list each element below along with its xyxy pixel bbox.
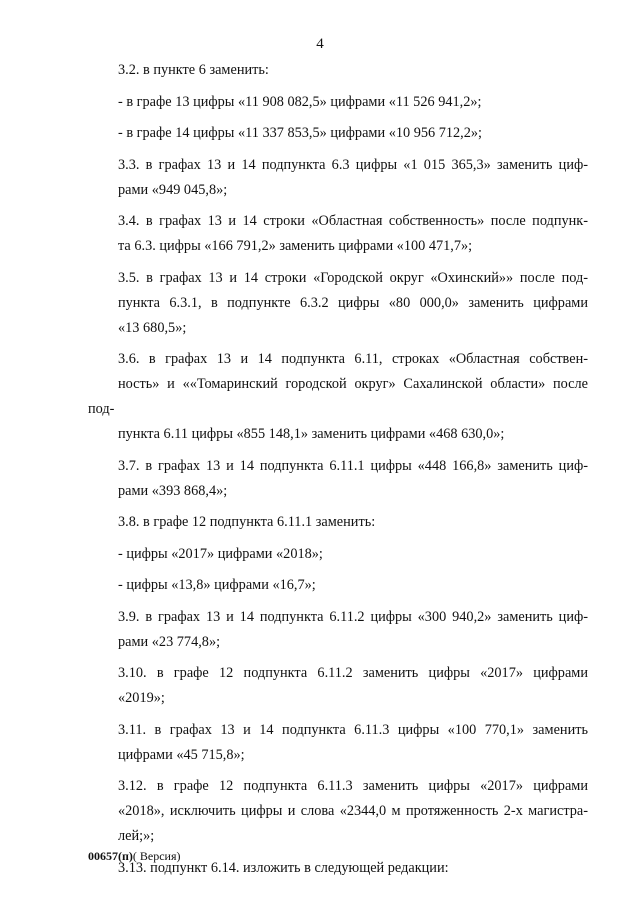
paragraph — [88, 661, 588, 711]
paragraph — [88, 347, 588, 447]
paragraph-line: - в графе 13 цифры «11 908 082,5» цифрами «11 526 941,2»; — [118, 93, 482, 110]
paragraph — [88, 90, 588, 115]
paragraph-line: - цифры «13,8» цифрами «16,7»; — [118, 577, 316, 593]
paragraph-line: пункта 6.3.1, в подпункте 6.3.2 цифры «80 000,0» заменить цифрами — [118, 294, 588, 311]
paragraph-line: 3.9. в графах 13 и 14 подпункта 6.11.2 цифры «300 940,2» заменить циф- — [118, 608, 588, 625]
paragraph — [88, 774, 588, 849]
paragraph — [88, 454, 588, 504]
document-body — [88, 58, 588, 887]
paragraph — [88, 153, 588, 203]
paragraph-line: 3.12. в графе 12 подпункта 6.11.3 заменить цифры «2017» цифрами — [118, 778, 588, 794]
paragraph-line: 3.11. в графах 13 и 14 подпункта 6.11.3 цифры «100 770,1» заменить — [118, 721, 588, 738]
paragraph-line: 3.8. в графе 12 подпункта 6.11.1 заменить: — [118, 514, 376, 530]
paragraph-line: ность» и ««Томаринский городской округ» Сахалинской области» после под- — [88, 376, 588, 417]
paragraph-line: лей;»; — [118, 828, 155, 844]
paragraph-line: рами «393 868,4»; — [118, 482, 228, 499]
paragraph-line: 3.6. в графах 13 и 14 подпункта 6.11, строках «Областная собствен- — [118, 351, 588, 367]
paragraph — [88, 58, 588, 83]
paragraph-line: 3.2. в пункте 6 заменить: — [118, 62, 269, 78]
paragraph-line: та 6.3. цифры «166 791,2» заменить цифрами «100 471,7»; — [118, 238, 473, 254]
paragraph — [88, 573, 588, 598]
paragraph-line: «2018», исключить цифры и слова «2344,0 м протяженность 2-х магистра- — [118, 803, 588, 819]
version-label: ( Версия) — [132, 849, 181, 863]
paragraph-line: 3.13. подпункт 6.14. изложить в следующей редакции: — [118, 859, 449, 876]
paragraph — [88, 510, 588, 535]
paragraph-line: 3.7. в графах 13 и 14 подпункта 6.11.1 цифры «448 166,8» заменить циф- — [118, 457, 588, 474]
paragraph-line: рами «23 774,8»; — [118, 633, 221, 650]
paragraph-line: «2019»; — [118, 690, 165, 706]
paragraph — [88, 266, 588, 341]
paragraph-line: цифрами «45 715,8»; — [118, 746, 245, 763]
paragraph-line: пункта 6.11 цифры «855 148,1» заменить цифрами «468 630,0»; — [118, 426, 505, 442]
paragraph-line: 3.10. в графе 12 подпункта 6.11.2 заменить цифры «2017» цифрами — [118, 665, 588, 681]
paragraph-line: 3.5. в графах 13 и 14 строки «Городской округ «Охинский»» после под- — [118, 269, 588, 286]
document-code: 00657(п) — [88, 849, 133, 863]
paragraph — [88, 542, 588, 567]
page-number: 4 — [316, 36, 324, 52]
paragraph — [88, 121, 588, 146]
paragraph-line: 3.3. в графах 13 и 14 подпункта 6.3 цифры «1 015 365,3» заменить циф- — [118, 156, 588, 173]
paragraph-line: рами «949 045,8»; — [118, 181, 228, 198]
paragraph — [88, 605, 588, 655]
paragraph-line: - в графе 14 цифры «11 337 853,5» цифрами «10 956 712,2»; — [118, 125, 483, 141]
paragraph-line: - цифры «2017» цифрами «2018»; — [118, 545, 323, 562]
footer — [88, 849, 181, 864]
paragraph-line: 3.4. в графах 13 и 14 строки «Областная собственность» после подпунк- — [118, 213, 588, 229]
paragraph — [88, 718, 588, 768]
paragraph-line: «13 680,5»; — [118, 319, 187, 336]
paragraph — [88, 209, 588, 259]
